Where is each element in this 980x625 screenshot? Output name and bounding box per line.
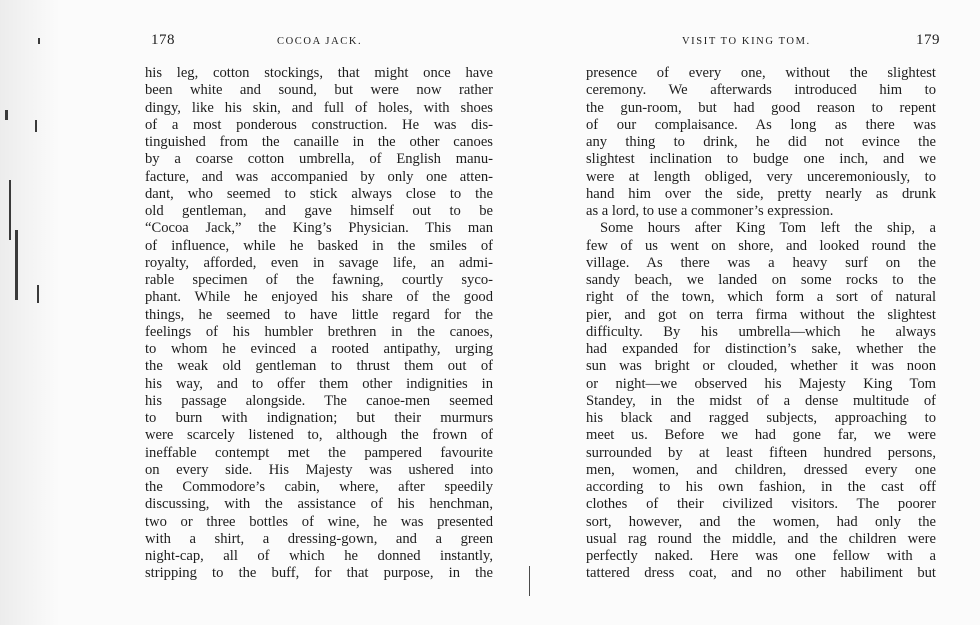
text-line: facture, and was accompanied by only one atten- <box>145 168 493 185</box>
text-line: ceremony. We afterwards introduced him to <box>586 82 936 99</box>
text-line: dant, who seemed to stick always close to the <box>145 185 493 202</box>
edge-mark <box>15 230 18 300</box>
text-line: clothes of their civilized visitors. The poorer <box>586 496 936 513</box>
text-line: stripping to the buff, for that purpose, in the <box>145 565 493 582</box>
left-page <box>145 30 493 583</box>
text-line: phant. While he enjoyed his share of the good <box>145 289 493 306</box>
text-line: to burn with indignation; but their murmurs <box>145 410 493 426</box>
text-line: slightest inclination to budge one inch, and we <box>586 151 936 168</box>
text-line: usual rag round the middle, and the children were <box>586 530 936 547</box>
text-line: his passage alongside. The canoe-men seemed <box>145 392 493 409</box>
text-line: village. As there was a heavy surf on the <box>586 254 936 271</box>
text-line: surrounded by at least fifteen hundred persons, <box>586 444 936 461</box>
text-line: of a most ponderous construction. He was dis- <box>145 116 493 133</box>
text-line: perfectly naked. Here was one fellow with a <box>586 548 936 564</box>
text-line: the gun-room, but had good reason to repent <box>586 99 936 116</box>
edge-mark <box>9 180 11 240</box>
text-line: of our complaisance. As long as there was <box>586 116 936 133</box>
left-body-text <box>145 65 493 583</box>
text-line: according to his own fashion, in the cast off <box>586 479 936 495</box>
gutter-line <box>529 566 530 596</box>
edge-mark <box>35 120 37 132</box>
text-line: to whom he evinced a rooted antipathy, urging <box>145 341 493 357</box>
text-line: the Commodore’s cabin, where, after speedily <box>145 479 493 495</box>
text-line: “Cocoa Jack,” the King’s Physician. This man <box>145 220 493 237</box>
text-line: sandy beach, we landed on some rocks to the <box>586 272 936 288</box>
right-running-title: VISIT TO KING TOM. <box>682 36 811 47</box>
text-line: Standey, in the midst of a dense multitude of <box>586 392 936 409</box>
text-line: the weak old gentleman to thrust them out of <box>145 358 493 375</box>
text-line: with a shirt, a dressing-gown, and a green <box>145 530 493 547</box>
text-line: things, he seemed to have little regard for the <box>145 306 493 323</box>
text-line: were scarcely listened to, although the frown of <box>145 427 493 444</box>
right-running-head <box>586 30 940 54</box>
left-page-number: 178 <box>151 32 175 48</box>
text-line: or night—we observed his Majesty King Tom <box>586 375 936 392</box>
text-line: difficulty. By his umbrella—which he always <box>586 323 936 340</box>
right-page <box>586 30 940 583</box>
text-line: two or three bottles of wine, he was presented <box>145 513 493 530</box>
left-running-head <box>145 30 493 54</box>
edge-mark <box>38 38 40 44</box>
text-line: pier, and got on terra firma without the slightest <box>586 306 936 323</box>
text-line: sun was bright or clouded, whether it was noon <box>586 358 936 375</box>
text-line: on every side. His Majesty was ushered into <box>145 461 493 478</box>
text-line: been white and sound, but were now rather <box>145 82 493 99</box>
text-line: right of the town, which form a sort of natural <box>586 289 936 306</box>
text-line: Some hours after King Tom left the ship, a <box>600 220 936 237</box>
text-line: few of us went on shore, and looked round the <box>586 237 936 254</box>
left-edge-shadow <box>0 0 60 625</box>
text-line: feelings of his humbler brethren in the canoes, <box>145 323 493 340</box>
text-line: discussing, with the assistance of his henchman, <box>145 496 493 513</box>
text-line: his way, and to offer them other indignities in <box>145 375 493 392</box>
right-body-text <box>586 65 936 583</box>
text-line: his leg, cotton stockings, that might once have <box>145 65 493 81</box>
text-line: were at length obliged, very unceremoniously, to <box>586 168 936 185</box>
text-line: any thing to drink, he did not evince the <box>586 134 936 150</box>
text-line: men, women, and children, dressed every one <box>586 461 936 478</box>
text-line: hand him over the side, pretty nearly as drunk <box>586 185 936 202</box>
text-line: royalty, afforded, even in savage life, an admi- <box>145 254 493 271</box>
right-page-number: 179 <box>916 32 940 48</box>
edge-mark <box>5 110 8 120</box>
edge-mark <box>37 285 39 303</box>
text-line: tinguished from the canaille in the other canoes <box>145 134 493 150</box>
text-line: his black and ragged subjects, approaching to <box>586 410 936 426</box>
text-line: tattered dress coat, and no other habiliment but <box>586 565 936 582</box>
text-line: meet us. Before we had gone far, we were <box>586 427 936 444</box>
text-line: had expanded for distinction’s sake, whether the <box>586 341 936 357</box>
text-line: presence of every one, without the slightest <box>586 65 936 81</box>
left-running-title: COCOA JACK. <box>277 36 363 47</box>
text-line: by a coarse cotton umbrella, of English manu- <box>145 151 493 168</box>
text-line: sort, however, and the women, had only the <box>586 513 936 530</box>
text-line: old gentleman, and gave himself out to be <box>145 203 493 219</box>
text-line: of influence, while he basked in the smiles of <box>145 237 493 254</box>
text-line: as a lord, to use a commoner’s expression. <box>586 203 834 219</box>
text-line: dingy, like his skin, and full of holes, with shoes <box>145 99 493 116</box>
text-line: night-cap, all of which he donned instantly, <box>145 548 493 564</box>
text-line: rable specimen of the fawning, courtly syco- <box>145 272 493 288</box>
text-line: ineffable contempt met the pampered favourite <box>145 444 493 461</box>
